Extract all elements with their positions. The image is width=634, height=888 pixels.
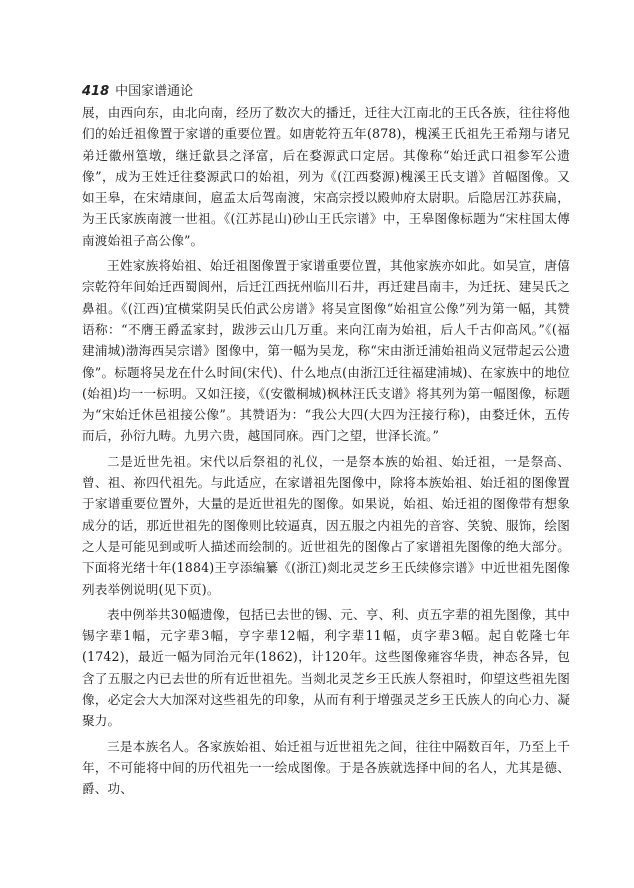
paragraph-continued: 展，由西向东，由北向南，经历了数次大的播迁，迁往大江南北的王氏各族，往往将他们的始迁祖像置于家谱的重要位置。如唐乾符五年(878)，槐溪王氏祖先王希翔与诸兄弟迁徽州篁墩，继迁歙县之泽富，后在婺源武口定居。其像称“始迁武口祖参军公遗像”，成为王姓迁往婺源武口的始祖，列为《(江西婺源)槐溪王氏支谱》首幅图像。又如王皋，在宋靖康间，扈孟太后驾南渡，宋高宗授以殿帅府太尉职。后隐居江苏获扁，为王氏家族南渡一世祖。《(江苏昆山)砂山王氏宗谱》中，王皋图像标题为“宋柱国太傅南渡始祖子高公像”。	[82, 105, 570, 248]
paragraph: 王姓家族将始祖、始迁祖图像置于家谱重要位置，其他家族亦如此。如吴宣，唐僖宗乾符年间始迁西蜀阆州，后迁江西抚州临川石井，再迁建昌南丰，为迁抚、建吴氏之鼻祖。《(江西)宜横棠阴吴氏伯武公房谱》将吴宣图像“始祖宣公像”列为第一幅，其赞语称：“不膺王爵孟家封，跋涉云山几万重。来向江南为始祖，后人千古仰高风。”《(福建浦城)渤海西吴宗谱》图像中，第一幅为吴龙，称“宋由浙迁浦始祖尚义冠带起云公遗像”。标题将吴龙在什么时间(宋代)、什么地点(由浙江迁往福建浦城)、在家族中的地位(始祖)均一一标明。又如汪接，《(安徽桐城)枫林汪氏支谱》将其列为第一幅图像，标题为“宋始迁休邑祖接公像”。其赞语为：“我公大四(大四为汪接行称)，由婺迁休，五传而后，孙衍九畴。九男六贵，越国同庥。西门之望，世泽长流。”	[82, 258, 570, 444]
running-header	[82, 80, 193, 99]
book-title: 中国家谱通论	[115, 84, 194, 99]
paragraph: 表中例举共30幅遗像，包括已去世的锡、元、亨、利、贞五字辈的祖先图像，其中锡字辈1幅，元字辈3幅，亨字辈12幅，利字辈11幅，贞字辈3幅。起自乾隆七年(1742)，最近一幅为同治元年(1862)，计120年。这些图像雍容华贵，神态各异，包含了五服之内已去世的所有近世祖先。当剡北灵芝乡王氏族人祭祖时，仰望这些祖先图像，必定会大大加深对这些祖先的印象，从而有利于增强灵芝乡王氏族人的向心力、凝聚力。	[82, 606, 570, 729]
paragraph: 三是本族名人。各家族始祖、始迁祖与近世祖先之间，往往中隔数百年，乃至上千年，不可能将中间的历代祖先一一绘成图像。于是各族就选择中间的名人，尤其是德、爵、功、	[82, 738, 570, 797]
body-text	[82, 102, 570, 804]
page-number: 418	[82, 84, 110, 99]
paragraph: 二是近世先祖。宋代以后祭祖的礼仪，一是祭本族的始祖、始迁祖，一是祭高、曾、祖、祢四代祖先。与此适应，在家谱祖先图像中，除将本族始祖、始迁祖的图像置于家谱重要位置外，大量的是近世祖先的图像。如果说，始祖、始迁祖的图像带有想象成分的话，那近世祖先的图像则比较逼真，因五服之内祖先的音容、笑貌、服饰，绘图之人是可能见到或听人描述而绘制的。近世祖先的图像占了家谱祖先图像的绝大部分。下面将光绪十年(1884)王亨添编纂《(浙江)剡北灵芝乡王氏续修宗谱》中近世祖先图像列表举例说明(见下页)。	[82, 453, 570, 597]
